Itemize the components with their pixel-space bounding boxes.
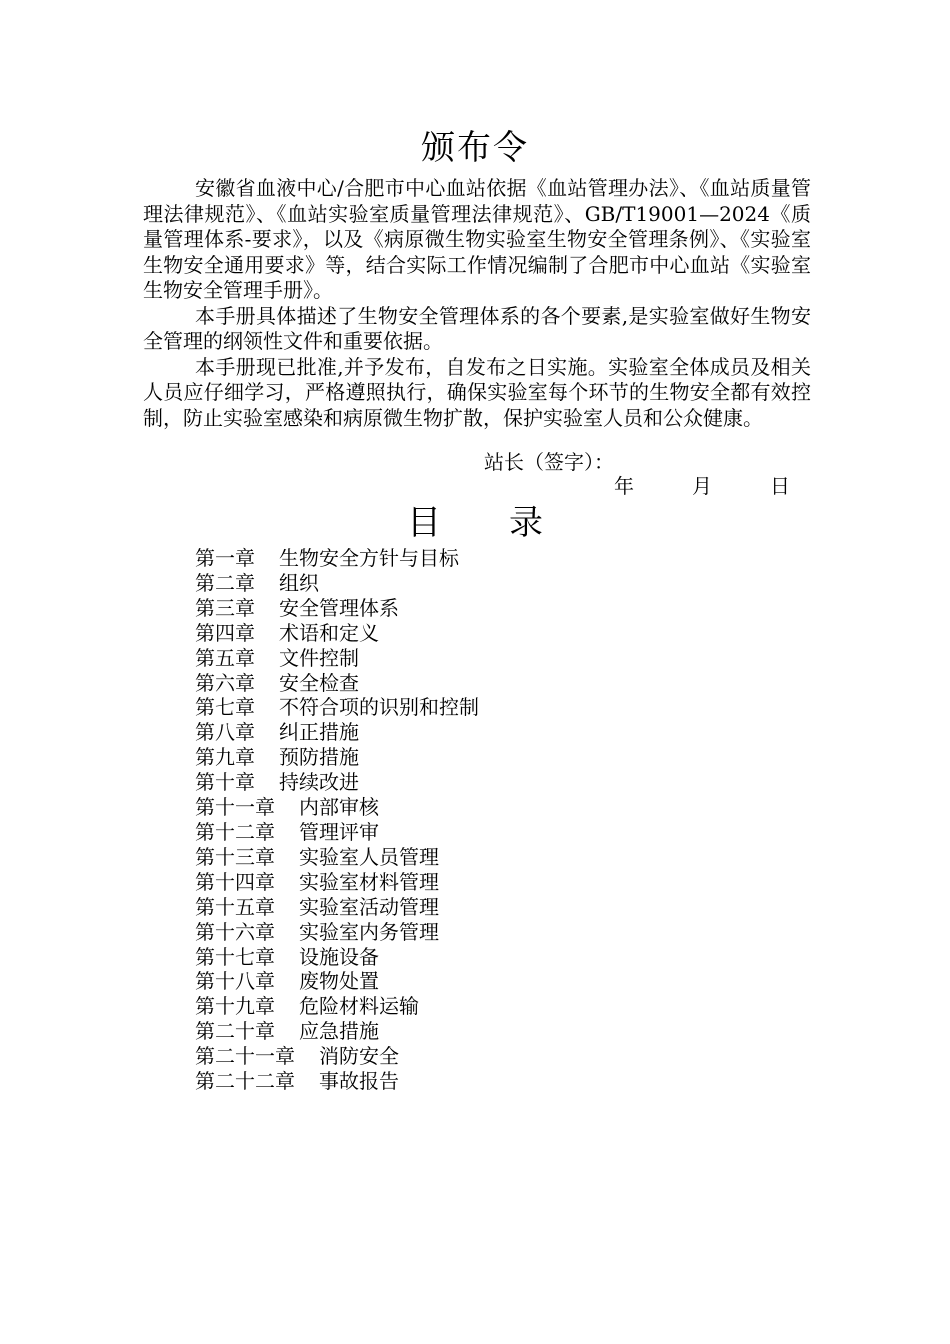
toc-item <box>195 745 479 770</box>
toc-chapter-name: 术语和定义 <box>279 620 379 645</box>
toc-chapter-name: 管理评审 <box>299 819 379 844</box>
toc-chapter-number: 第二十章 <box>195 1019 275 1044</box>
toc-item <box>195 720 479 745</box>
decree-paragraph: 本手册现已批准,并予发布，自发布之日实施。实验室全体成员及相关人员应仔细学习，严格遵照执行，确保实验室每个环节的生物安全都有效控制，防止实验室感染和病原微生物扩散，保护实验室人员和公众健康。 <box>143 354 811 430</box>
toc-item <box>195 770 479 795</box>
toc-chapter-number: 第三章 <box>195 595 255 620</box>
toc-chapter-number: 第十八章 <box>195 969 275 994</box>
toc-chapter-number: 第十九章 <box>195 994 275 1019</box>
toc-chapter-name: 实验室活动管理 <box>299 894 439 919</box>
decree-body <box>143 176 811 431</box>
toc-chapter-name: 内部审核 <box>299 795 379 820</box>
decree-paragraph: 本手册具体描述了生物安全管理体系的各个要素,是实验室做好生物安全管理的纲领性文件和重要依据。 <box>143 303 811 353</box>
toc-chapter-number: 第八章 <box>195 720 255 745</box>
toc-title-part: 录 <box>509 503 543 543</box>
toc-item <box>195 945 479 970</box>
toc-chapter-name: 设施设备 <box>299 944 379 969</box>
toc-chapter-name: 安全检查 <box>279 670 359 695</box>
signature-label: 站长（签字）： <box>484 450 614 474</box>
toc-chapter-name: 危险材料运输 <box>299 994 419 1019</box>
toc-chapter-number: 第二十二章 <box>195 1069 295 1094</box>
toc-chapter-name: 安全管理体系 <box>279 595 399 620</box>
toc-chapter-number: 第十四章 <box>195 869 275 894</box>
toc-chapter-number: 第一章 <box>195 546 255 570</box>
toc-chapter-number: 第十五章 <box>195 894 275 919</box>
toc-item <box>195 671 479 696</box>
decree-title: 颁布令 <box>421 128 529 168</box>
toc-chapter-number: 第二章 <box>195 570 255 595</box>
decree-paragraph: 安徽省血液中心/合肥市中心血站依据《血站管理办法》、《血站质量管理法律规范》、《血站实验室质量管理法律规范》、GB/T19001—2024《质量管理体系-要求》，以及《病原微生物实验室生物安全管理条例》、《实验室生物安全通用要求》等，结合实际工作情况编制了合肥市中心血站《实验室生物安全管理手册》。 <box>143 176 811 302</box>
toc-item <box>195 820 479 845</box>
date-month-label: 月 <box>692 474 712 498</box>
toc-chapter-name: 不符合项的识别和控制 <box>279 695 479 720</box>
toc-chapter-name: 实验室材料管理 <box>299 869 439 894</box>
toc-chapter-number: 第五章 <box>195 645 255 670</box>
toc-title <box>0 500 950 546</box>
toc-item <box>195 994 479 1019</box>
toc-item <box>195 969 479 994</box>
signature-date <box>614 473 790 499</box>
toc-chapter-number: 第七章 <box>195 695 255 720</box>
toc-chapter-number: 第四章 <box>195 620 255 645</box>
toc-chapter-name: 组织 <box>279 570 319 595</box>
toc-item <box>195 845 479 870</box>
toc-item <box>195 621 479 646</box>
table-of-contents <box>195 546 479 1094</box>
toc-chapter-name: 实验室内务管理 <box>299 919 439 944</box>
toc-chapter-number: 第十七章 <box>195 944 275 969</box>
toc-title-part: 目 <box>407 503 441 543</box>
toc-chapter-number: 第二十一章 <box>195 1044 295 1069</box>
toc-item <box>195 920 479 945</box>
toc-chapter-number: 第十一章 <box>195 795 275 820</box>
toc-item <box>195 1019 479 1044</box>
toc-chapter-name: 应急措施 <box>299 1019 379 1044</box>
date-year-label: 年 <box>614 474 634 498</box>
toc-chapter-name: 消防安全 <box>319 1044 399 1069</box>
toc-item <box>195 1069 479 1094</box>
date-day-label: 日 <box>770 474 790 498</box>
toc-chapter-name: 文件控制 <box>279 645 359 670</box>
toc-item <box>195 695 479 720</box>
toc-chapter-name: 废物处置 <box>299 969 379 994</box>
toc-item <box>195 895 479 920</box>
toc-chapter-number: 第十章 <box>195 770 255 795</box>
toc-chapter-name: 事故报告 <box>319 1069 399 1094</box>
toc-item <box>195 795 479 820</box>
toc-chapter-name: 生物安全方针与目标 <box>279 546 459 570</box>
toc-chapter-name: 纠正措施 <box>279 720 359 745</box>
toc-chapter-number: 第十二章 <box>195 819 275 844</box>
toc-chapter-name: 实验室人员管理 <box>299 844 439 869</box>
toc-chapter-number: 第六章 <box>195 670 255 695</box>
toc-item <box>195 646 479 671</box>
toc-item <box>195 870 479 895</box>
toc-chapter-name: 持续改进 <box>279 770 359 795</box>
toc-item <box>195 546 479 571</box>
toc-chapter-number: 第十三章 <box>195 844 275 869</box>
toc-chapter-number: 第十六章 <box>195 919 275 944</box>
toc-item <box>195 571 479 596</box>
toc-chapter-number: 第九章 <box>195 745 255 770</box>
toc-chapter-name: 预防措施 <box>279 745 359 770</box>
toc-item <box>195 596 479 621</box>
toc-item <box>195 1044 479 1069</box>
